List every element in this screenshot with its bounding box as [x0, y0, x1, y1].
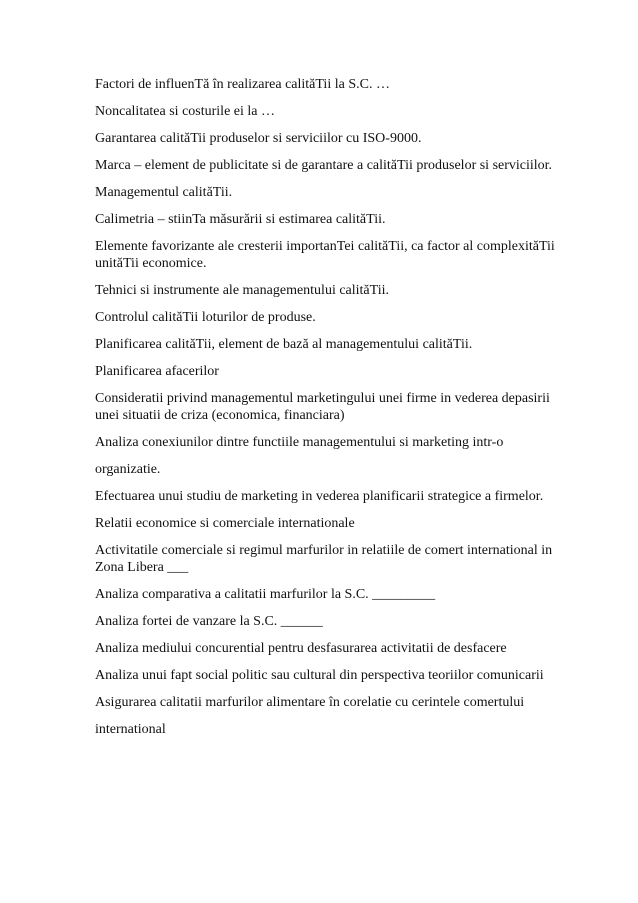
list-item: Activitatile comerciale si regimul marfurilor in relatiile de comert international in Zona Libera ___ [95, 543, 553, 575]
list-item: Calimetria – stiinTa măsurării si estimarea calităTii. [95, 212, 386, 227]
list-item: Analiza fortei de vanzare la S.C. ______ [95, 614, 323, 629]
list-item: Factori de influenTă în realizarea calităTii la S.C. … [95, 77, 390, 92]
list-item: Efectuarea unui studiu de marketing in vederea planificarii strategice a firmelor. [95, 489, 544, 504]
list-item: Analiza comparativa a calitatii marfurilor la S.C. _________ [95, 587, 436, 602]
list-item: Analiza unui fapt social politic sau cultural din perspectiva teoriilor comunicarii [95, 668, 544, 683]
list-item: Asigurarea calitatii marfurilor alimentare în corelatie cu cerintele comertului [95, 695, 525, 710]
list-item: Noncalitatea si costurile ei la … [95, 104, 275, 119]
list-item: organizatie. [95, 462, 161, 477]
list-item: Consideratii privind managementul marketingului unei firme in vederea depasirii unei situatii de criza (economica, financiara) [95, 391, 550, 423]
list-item: Tehnici si instrumente ale managementului calităTii. [95, 283, 389, 298]
list-item: Planificarea afacerilor [95, 364, 219, 379]
list-item: Controlul calităTii loturilor de produse. [95, 310, 316, 325]
topic-list [95, 76, 565, 748]
list-item: Analiza conexiunilor dintre functiile managementului si marketing intr-o [95, 435, 504, 450]
list-item: international [95, 722, 166, 737]
list-item: Garantarea calităTii produselor si serviciilor cu ISO-9000. [95, 131, 422, 146]
list-item: Analiza mediului concurential pentru desfasurarea activitatii de desfacere [95, 641, 507, 656]
list-item: Relatii economice si comerciale internationale [95, 516, 355, 531]
list-item: Managementul calităTii. [95, 185, 233, 200]
list-item: Marca – element de publicitate si de garantare a calităTii produselor si serviciilor. [95, 158, 553, 173]
list-item: Planificarea calităTii, element de bază al managementului calităTii. [95, 337, 473, 352]
list-item: Elemente favorizante ale cresterii importanTei calităTii, ca factor al complexităTii unităTii economice. [95, 239, 555, 271]
